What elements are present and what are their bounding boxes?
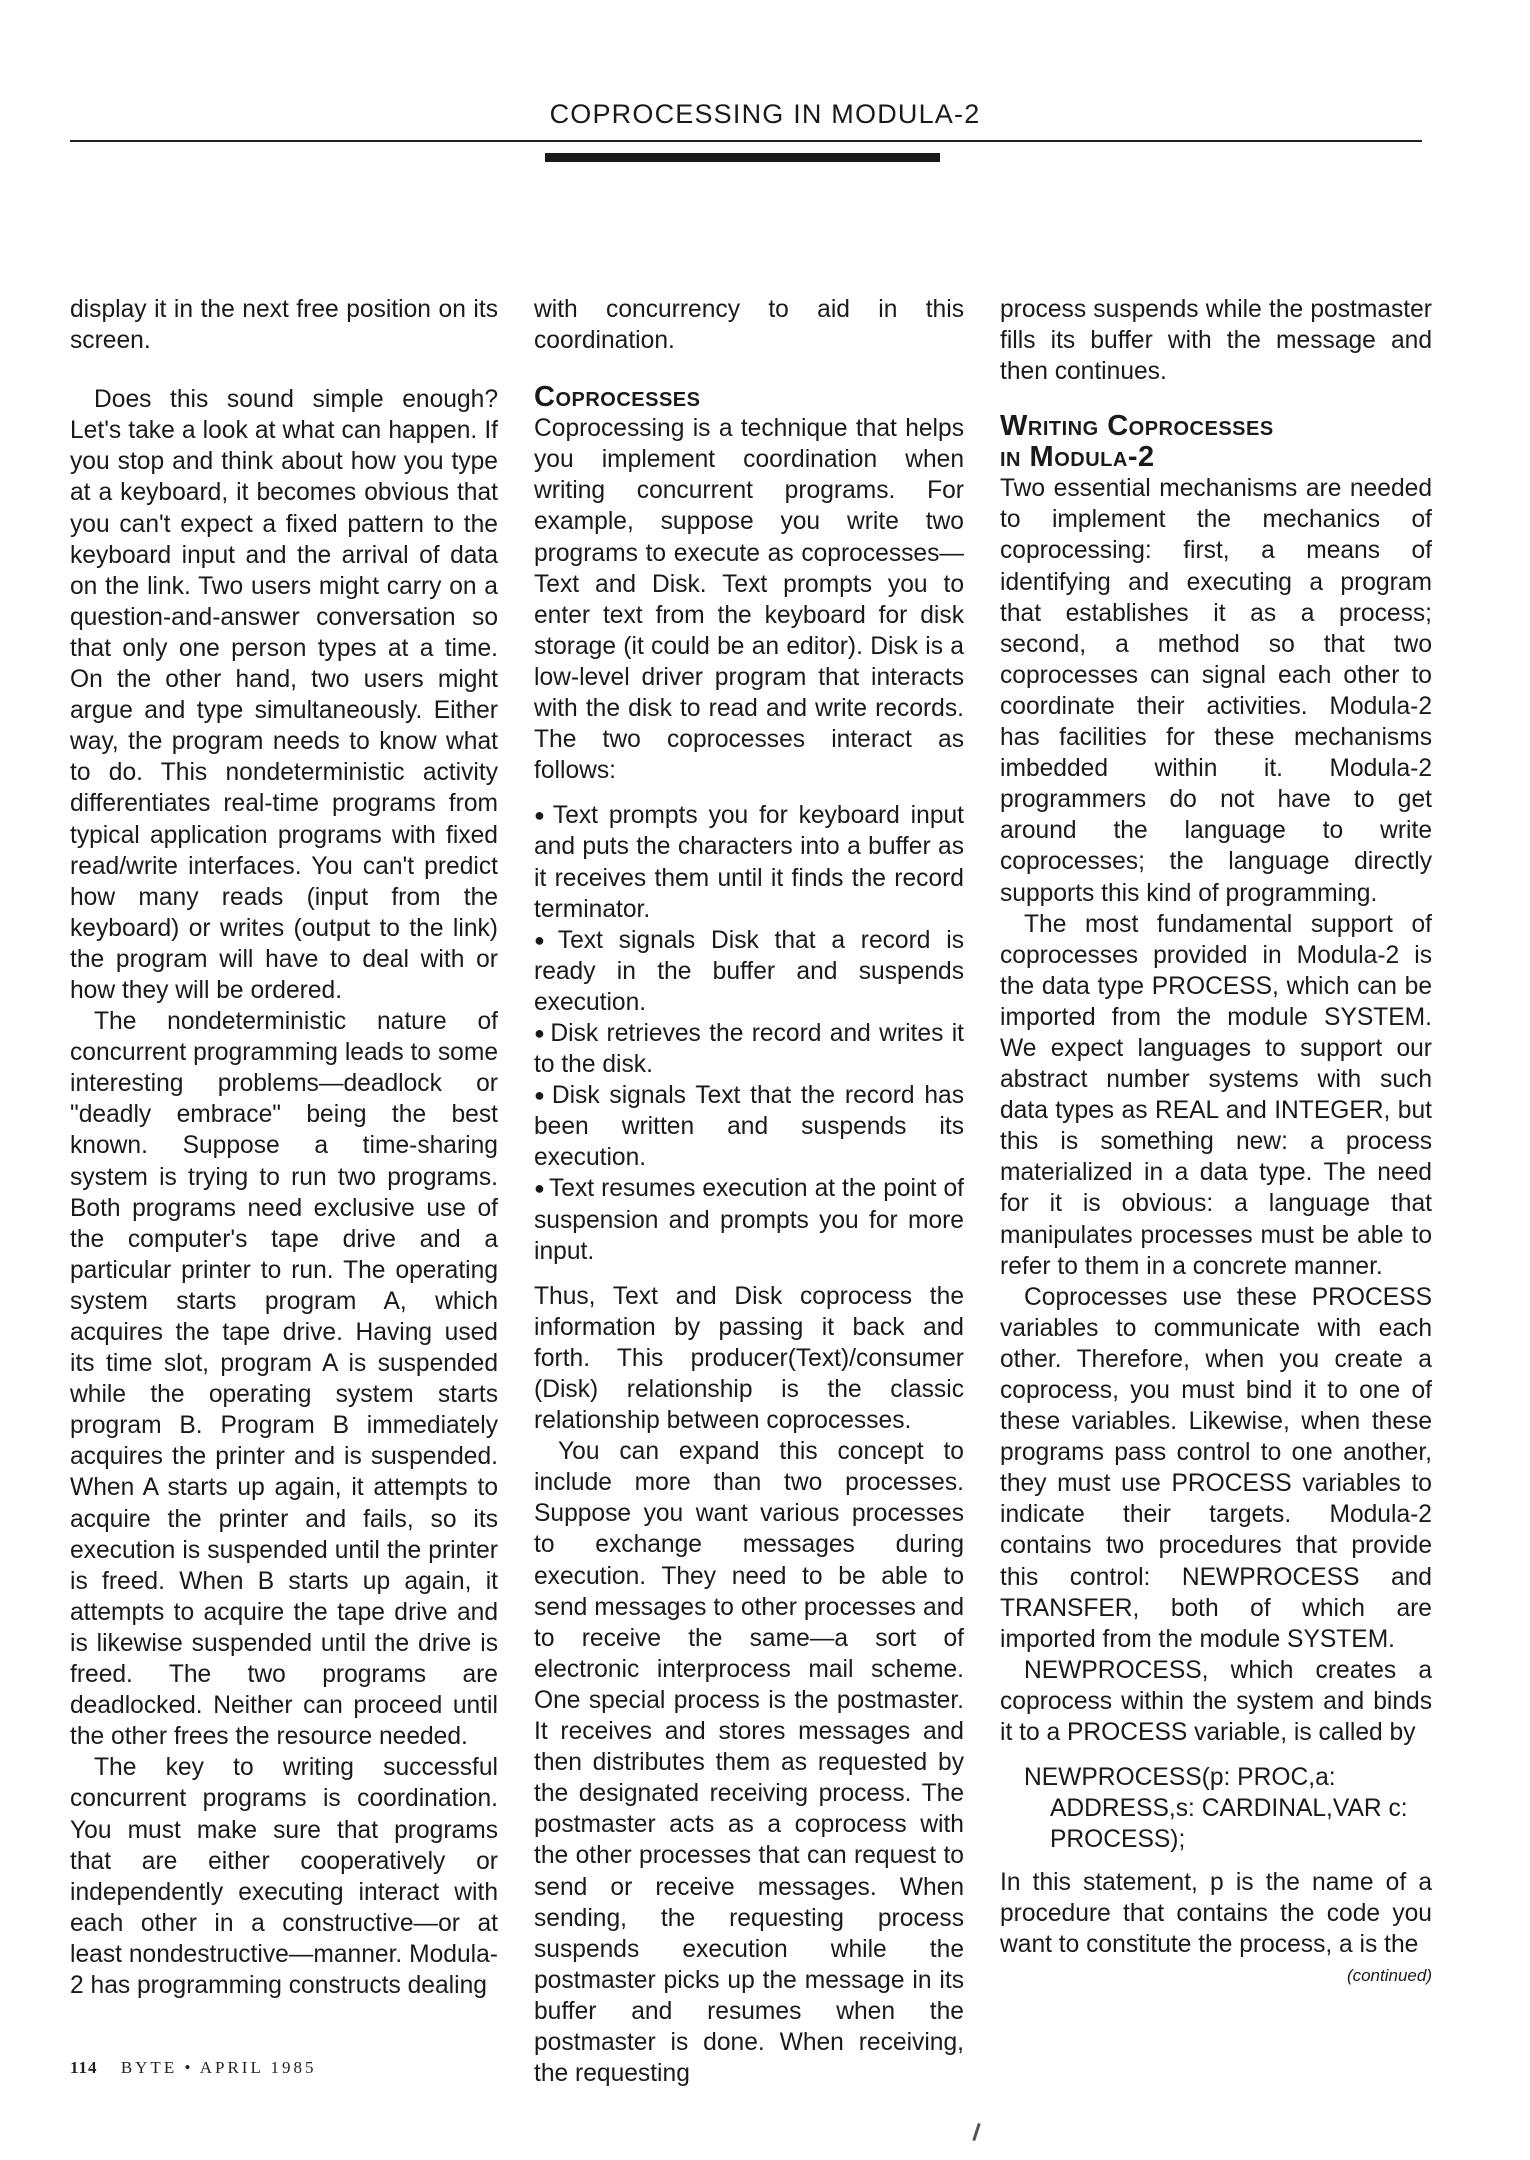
- paragraph: You can expand this concept to include more than two processes. Suppose you want various processes to exchange messages during execution. They need to be able to send messages to other processes and to receive the same—a sort of electronic interprocess mail scheme. One special process is the postmaster. It receives and stores messages and then distributes them as requested by the designated receiving process. The postmaster acts as a coprocess with the other processes that can request to send or receive messages. When sending, the requesting process suspends execution while the postmaster picks up the message in its buffer and resumes when the postmaster is done. When receiving, the requesting: [534, 1438, 964, 2088]
- paragraph: The nondeterministic nature of concurrent programming leads to some interesting problems—deadlock or "deadly embrace" being the best known. Suppose a time-sharing system is trying to run two programs. Both programs need exclusive use of the computer's tape drive and a particular printer to run. The operating system starts program A, which acquires the tape drive. Having used its time slot, program A is suspended while the operating system starts program B. Program B immediately acquires the printer and is suspended. When A starts up again, it attempts to acquire the printer and fails, so its execution is suspended until the printer is freed. When B starts up again, it attempts to acquire the tape drive and is likewise suspended until the drive is freed. The two programs are deadlocked. Neither can proceed until the other frees the resource needed.: [70, 1008, 498, 1751]
- paragraph: Coprocessing is a technique that helps you implement coordination when writing concurrent programs. For example, suppose you write two programs to execute as coprocesses—Text and Disk. Text prompts you to enter text from the keyboard for disk storage (it could be an editor). Disk is a low-level driver program that interacts with the disk to read and write records. The two coprocesses interact as follows:: [534, 415, 964, 785]
- paragraph: process suspends while the postmaster fills its buffer with the message and then continues.: [1000, 296, 1432, 386]
- continued-note: (continued): [1346, 1966, 1432, 1986]
- paragraph: display it in the next free position on its screen.: [70, 296, 498, 355]
- bullet-item: ● Text signals Disk that a record is ready in the buffer and suspends execution.: [534, 926, 964, 1016]
- code-listing: NEWPROCESS(p: PROC,a: ADDRESS,s: CARDINAL,VAR c: PROCESS);: [1024, 1764, 1408, 1854]
- bullet-item: ● Text resumes execution at the point of suspension and prompts you for more input.: [534, 1175, 964, 1265]
- page-number: 114: [70, 2058, 98, 2077]
- running-head: COPROCESSING IN MODULA-2: [549, 99, 981, 129]
- bullet-item: ● Text prompts you for keyboard input and puts the characters into a buffer as it receives them until it finds the record terminator.: [534, 802, 965, 923]
- paragraph: The key to writing successful concurrent programs is coordination. You must make sure that programs that are either cooperatively or independently executing interact with each other in a constructive—or at least nondestructive—manner. Modula-2 has programming constructs dealing: [70, 1754, 498, 1999]
- section-heading-writing-coprocesses: Writing Coprocesses in Modula-2: [1000, 410, 1274, 474]
- bullet-item: ● Disk retrieves the record and writes it to the disk.: [534, 1019, 965, 1079]
- paragraph: with concurrency to aid in this coordination.: [534, 296, 964, 355]
- paragraph: Coprocesses use these PROCESS variables to communicate with each other. Therefore, when you create a coprocess, you must bind it to one of these variables. Likewise, when these programs pass control to one another, they must use PROCESS variables to indicate their targets. Modula-2 contains two procedures that provide this control: NEWPROCESS and TRANSFER, both of which are imported from the module SYSTEM.: [1000, 1283, 1432, 1653]
- header-bar: [545, 153, 940, 162]
- bullet-item: ● Disk signals Text that the record has been written and suspends its execution.: [534, 1082, 965, 1172]
- scan-speck: [972, 2123, 980, 2141]
- column-3: [1000, 294, 1432, 1988]
- column-2: [534, 294, 964, 2089]
- page-footer: [70, 2058, 316, 2078]
- bullet-list: [534, 800, 964, 1266]
- column-1: [70, 294, 498, 2001]
- paragraph: Does this sound simple enough? Let's take a look at what can happen. If you stop and think about how you type at a keyboard, it becomes obvious that you can't expect a fixed pattern to the keyboard input and the arrival of data on the link. Two users might carry on a question-and-answer conversation so that only one person types at a time. On the other hand, two users might argue and type simultaneously. Either way, the program needs to know what to do. This nondeterministic activity differentiates real-time programs from typical application programs with fixed read/write interfaces. You can't predict how many reads (input from the keyboard) or writes (output to the link) the program will have to deal with or how they will be ordered.: [70, 386, 498, 1004]
- paragraph: Two essential mechanisms are needed to implement the mechanics of coprocessing: first, a means of identifying and executing a program that establishes it as a process; second, a method so that two coprocesses can signal each other to coordinate their activities. Modula-2 has facilities for these mechanisms imbedded within it. Modula-2 programmers do not have to get around the language to write coprocesses; the language directly supports this kind of programming.: [1000, 475, 1432, 907]
- paragraph: The most fundamental support of coprocesses provided in Modula-2 is the data type PROCESS, which can be imported from the module SYSTEM. We expect languages to support our abstract number systems with such data types as REAL and INTEGER, but this is something new: a process materialized in a data type. The need for it is obvious: a language that manipulates processes must be able to refer to them in a concrete manner.: [1000, 910, 1432, 1280]
- section-heading-coprocesses: Coprocesses: [534, 381, 701, 414]
- paragraph: NEWPROCESS, which creates a coprocess within the system and binds it to a PROCESS variable, is called by: [1000, 1656, 1432, 1747]
- header-rule: [70, 140, 1422, 142]
- paragraph: Thus, Text and Disk coprocess the information by passing it back and forth. This producer(Text)/consumer (Disk) relationship is the classic relationship between coprocesses.: [534, 1282, 964, 1435]
- paragraph: In this statement, p is the name of a procedure that contains the code you want to constitute the process, a is the: [1000, 1869, 1432, 1959]
- publication-line: BYTE • APRIL 1985: [120, 2058, 317, 2077]
